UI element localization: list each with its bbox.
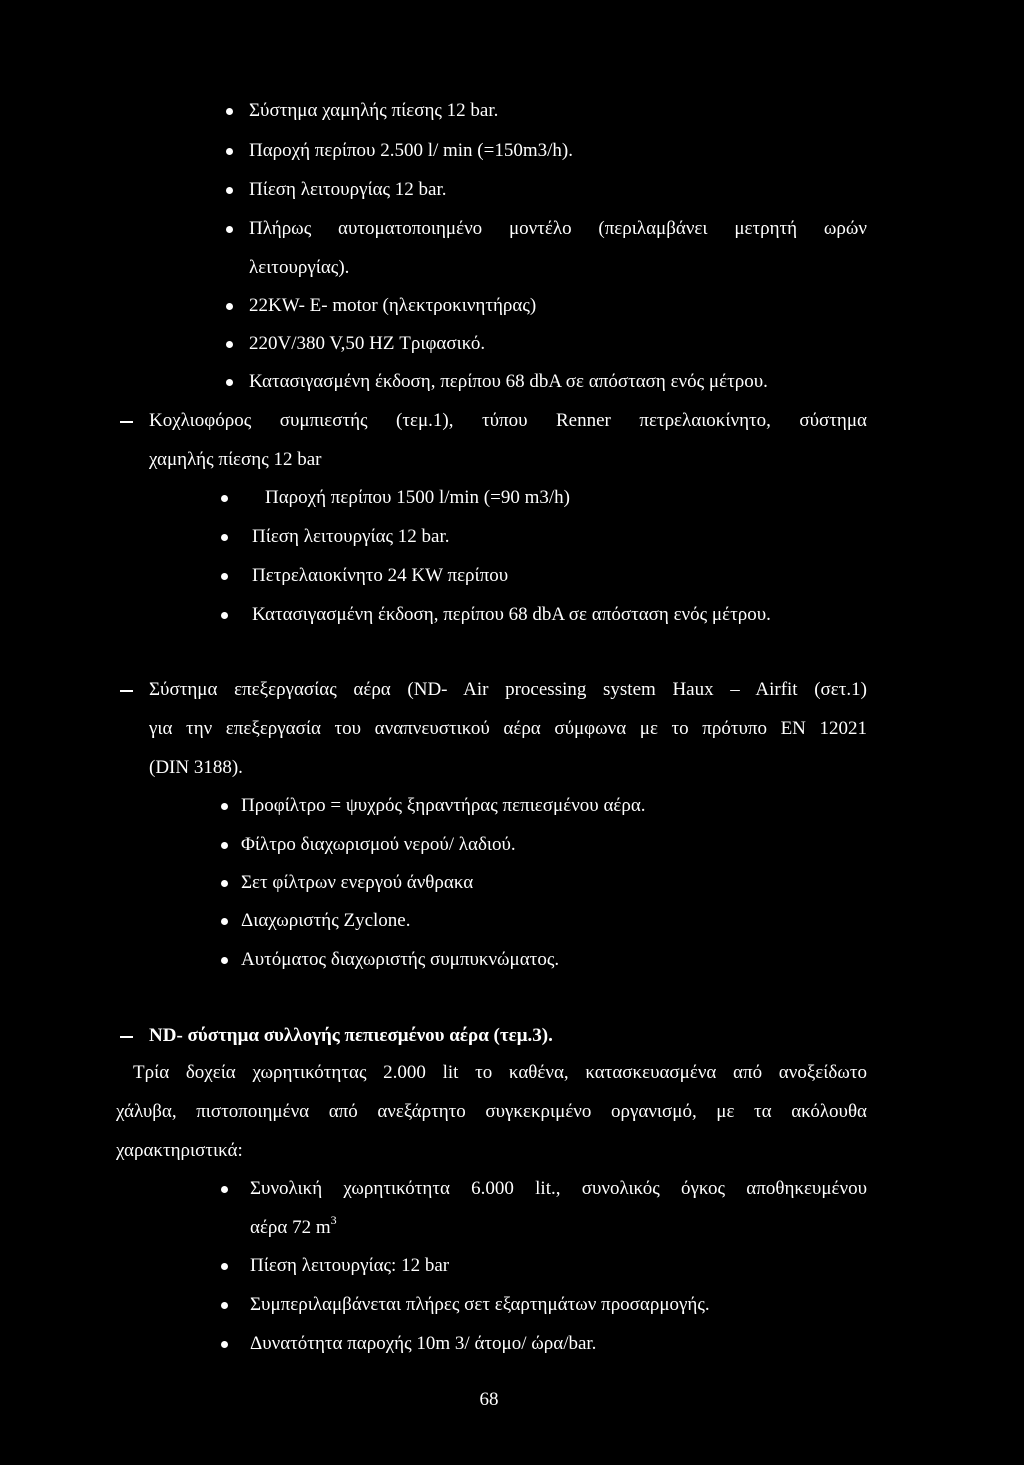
volume-text: αέρα 72 m xyxy=(250,1217,331,1238)
bullet-icon xyxy=(221,534,228,541)
list-item: 22KW- E- motor (ηλεκτροκινητήρας) xyxy=(249,295,537,316)
superscript: 3 xyxy=(330,1212,337,1227)
list-item: Συμπεριλαμβάνεται πλήρες σετ εξαρτημάτων προσαρμογής. xyxy=(250,1294,710,1315)
bullet-icon xyxy=(221,880,228,887)
page-number: 68 xyxy=(479,1389,499,1410)
bullet-icon xyxy=(221,1302,228,1309)
bullet-icon xyxy=(226,187,233,194)
list-item: Πίεση λειτουργίας: 12 bar xyxy=(250,1255,450,1276)
list-item: Διαχωριστής Zyclone. xyxy=(241,910,411,931)
bullet-icon xyxy=(226,341,233,348)
list-item: Πλήρως αυτοματοποιημένο μοντέλο (περιλαμβάνει μετρητή ωρών xyxy=(249,218,867,239)
section-heading: ND- σύστημα συλλογής πεπιεσμένου αέρα (τεμ.3). xyxy=(149,1025,553,1046)
list-item: Σύστημα χαμηλής πίεσης 12 bar. xyxy=(249,100,499,121)
list-item: Προφίλτρο = ψυχρός ξηραντήρας πεπιεσμένου αέρα. xyxy=(241,795,646,816)
list-item: Παροχή περίπου 1500 l/min (=90 m3/h) xyxy=(265,487,570,508)
list-item: Πίεση λειτουργίας 12 bar. xyxy=(252,526,450,547)
list-item-continuation xyxy=(250,1212,337,1241)
bullet-icon xyxy=(221,842,228,849)
bullet-icon xyxy=(226,226,233,233)
list-item: Φίλτρο διαχωρισμού νερού/ λαδιού. xyxy=(241,834,516,855)
bullet-icon xyxy=(221,1341,228,1348)
bullet-icon xyxy=(221,803,228,810)
list-item: 220V/380 V,50 HZ Τριφασικό. xyxy=(249,333,486,354)
bullet-icon xyxy=(221,612,228,619)
list-item: Πίεση λειτουργίας 12 bar. xyxy=(249,179,447,200)
list-item: Αυτόματος διαχωριστής συμπυκνώματος. xyxy=(241,949,560,970)
dash-icon xyxy=(120,421,133,423)
bullet-icon xyxy=(226,108,233,115)
bullet-icon xyxy=(221,495,228,502)
list-item: Παροχή περίπου 2.500 l/ min (=150m3/h). xyxy=(249,140,573,161)
dash-icon xyxy=(120,1036,133,1038)
list-item: Σετ φίλτρων ενεργού άνθρακα xyxy=(241,872,474,893)
list-item: Κατασιγασμένη έκδοση, περίπου 68 dbA σε απόσταση ενός μέτρου. xyxy=(249,371,768,392)
dash-icon xyxy=(120,690,133,692)
bullet-icon xyxy=(221,918,228,925)
list-item: Πετρελαιοκίνητο 24 KW περίπου xyxy=(252,565,509,586)
list-item: Συνολική χωρητικότητα 6.000 lit., συνολικός όγκος αποθηκευμένου xyxy=(250,1178,867,1199)
section-heading-continuation: για την επεξεργασία του αναπνευστικού αέρα σύμφωνα με το πρότυπο EN 12021 xyxy=(149,718,867,739)
paragraph-line: χάλυβα, πιστοποιημένα από ανεξάρτητο συγκεκριμένο οργανισμό, με τα ακόλουθα xyxy=(116,1101,867,1122)
paragraph-line: Τρία δοχεία χωρητικότητας 2.000 lit το καθένα, κατασκευασμένα από ανοξείδωτο xyxy=(133,1062,867,1083)
list-item-continuation: λειτουργίας). xyxy=(249,257,350,278)
bullet-icon xyxy=(221,1186,228,1193)
bullet-icon xyxy=(226,379,233,386)
section-heading: Κοχλιοφόρος συμπιεστής (τεμ.1), τύπου Renner πετρελαιοκίνητο, σύστημα xyxy=(149,410,867,431)
bullet-icon xyxy=(221,957,228,964)
bullet-icon xyxy=(226,303,233,310)
list-item: Δυνατότητα παροχής 10m 3/ άτομο/ ώρα/bar. xyxy=(250,1333,597,1354)
bullet-icon xyxy=(221,573,228,580)
bullet-icon xyxy=(226,148,233,155)
section-heading: Σύστημα επεξεργασίας αέρα (ND- Air processing system Haux – Airfit (σετ.1) xyxy=(149,679,867,700)
list-item: Κατασιγασμένη έκδοση, περίπου 68 dbA σε απόσταση ενός μέτρου. xyxy=(252,604,771,625)
section-heading-continuation: χαμηλής πίεσης 12 bar xyxy=(149,449,322,470)
paragraph-line: χαρακτηριστικά: xyxy=(116,1140,243,1161)
section-heading-continuation: (DIN 3188). xyxy=(149,757,243,778)
bullet-icon xyxy=(221,1263,228,1270)
